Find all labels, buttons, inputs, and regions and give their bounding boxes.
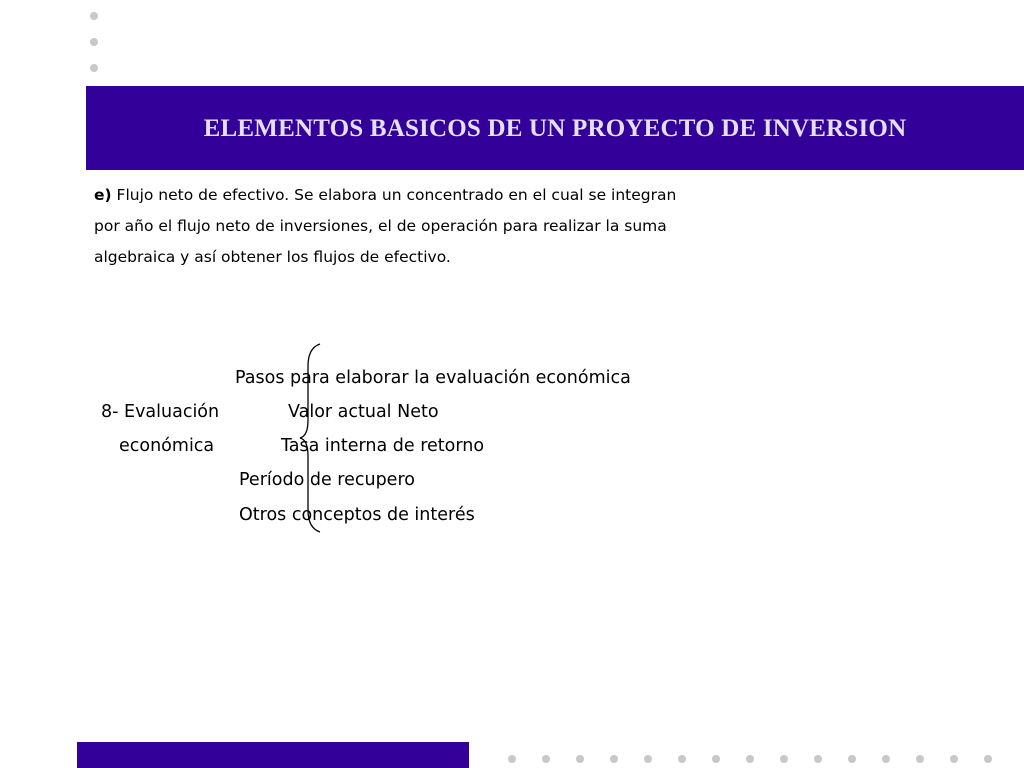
decor-dot (984, 755, 992, 763)
diagram-item: Otros conceptos de interés (239, 505, 475, 525)
decor-dot (712, 755, 720, 763)
diagram-item: Tasa interna de retorno (281, 436, 485, 456)
footer-bar (77, 742, 469, 768)
decor-dot (882, 755, 890, 763)
diagram-heading: Pasos para elaborar la evaluación económica (235, 368, 631, 388)
decor-dot (746, 755, 754, 763)
paragraph-text: Flujo neto de efectivo. Se elabora un concentrado en el cual se integran por año el flujo neto de inversiones, el de operación para realizar la suma algebraica y así obtener los flujos de efectivo. (94, 186, 677, 266)
decor-dot (90, 12, 98, 20)
decor-dot (508, 755, 516, 763)
slide-title: ELEMENTOS BASICOS DE UN PROYECTO DE INVERSION (203, 114, 907, 142)
diagram-item: Valor actual Neto (288, 402, 439, 422)
decor-dot (848, 755, 856, 763)
diagram-left-label-line1: 8- Evaluación (101, 402, 220, 422)
diagram-item: Período de recupero (239, 470, 415, 490)
paragraph-prefix: e) (94, 186, 112, 204)
decor-dot (542, 755, 550, 763)
decor-dot (814, 755, 822, 763)
decor-dot (644, 755, 652, 763)
decor-dot (90, 64, 98, 72)
decor-dot (950, 755, 958, 763)
decor-dot (916, 755, 924, 763)
title-banner (86, 86, 1024, 170)
decor-dot (678, 755, 686, 763)
decor-dot (90, 38, 98, 46)
decor-dot (610, 755, 618, 763)
decor-dot (780, 755, 788, 763)
diagram-left-label-line2: económica (119, 436, 215, 456)
body-paragraph (94, 180, 694, 273)
decor-dot (576, 755, 584, 763)
